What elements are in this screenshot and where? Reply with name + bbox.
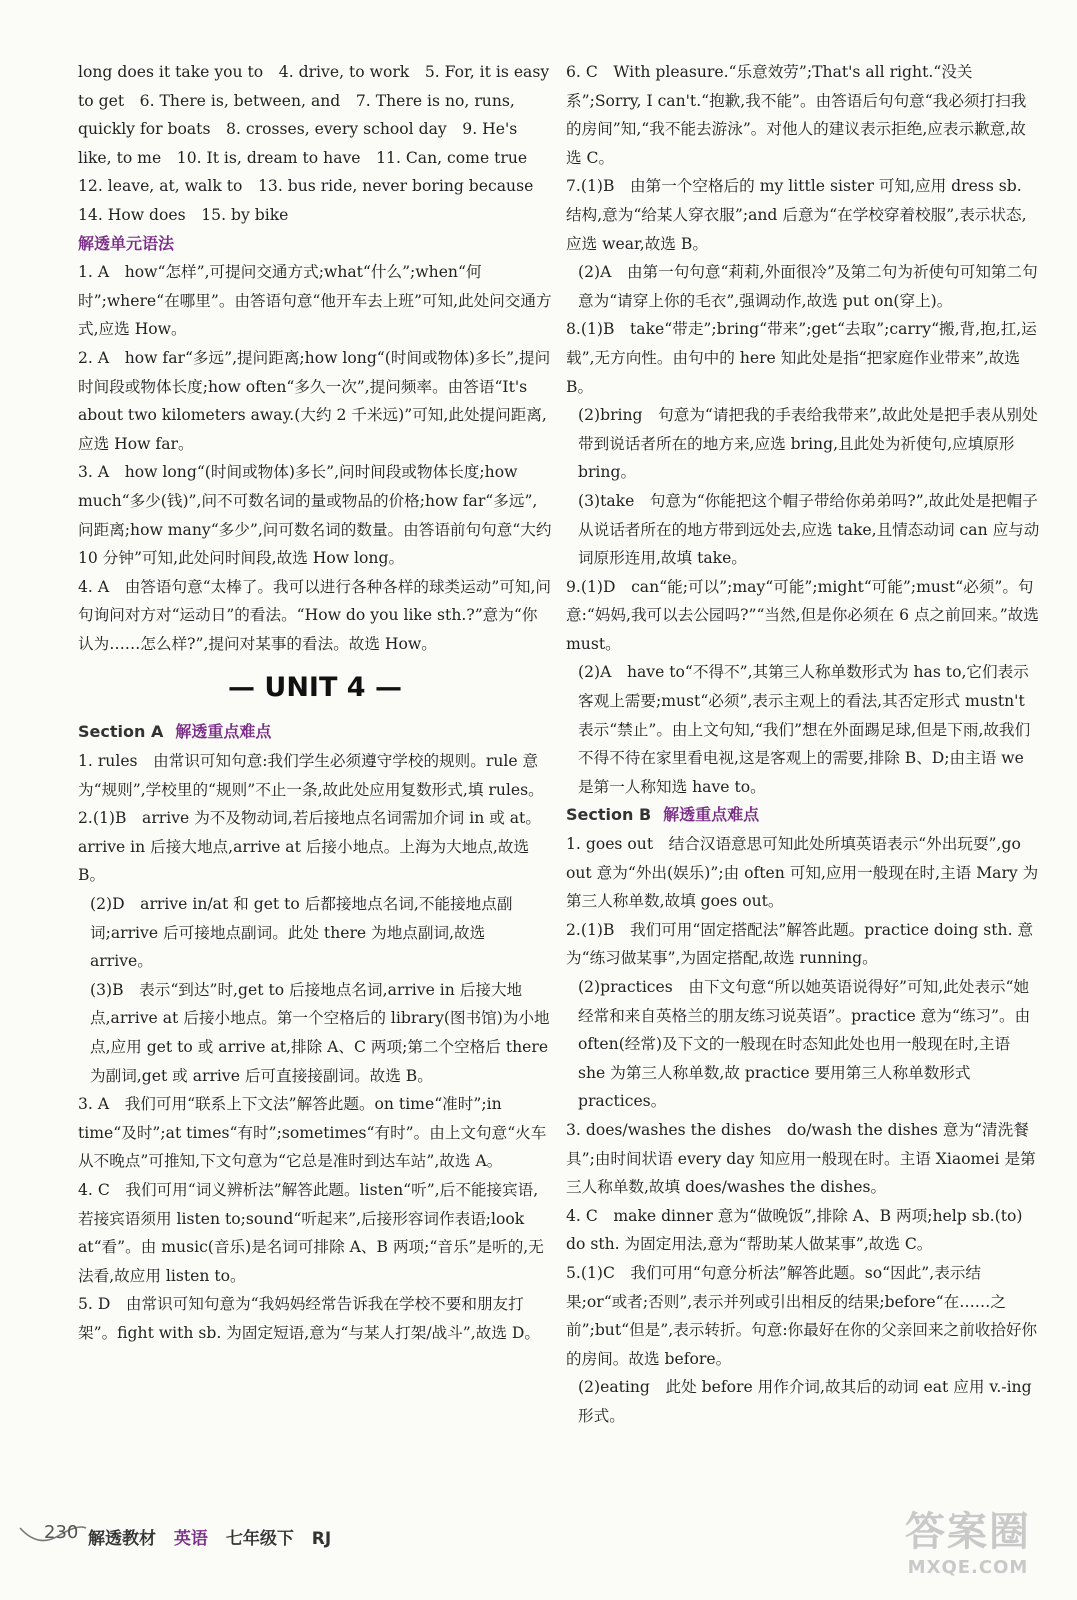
watermark-line2: MXQE.COM <box>907 1557 1029 1578</box>
answer-item: 7.(1)B 由第一个空格后的 my little sister 可知,应用 dress sb. 结构,意为“给某人穿衣服”;and 后意为“在学校穿着校服”,表示状态,应选 wear,故选 B。 <box>566 177 1027 253</box>
answer-subitem: (2)A 由第一句句意“莉莉,外面很冷”及第二句为祈使句可知第二句意为“请穿上你的毛衣”,强调动作,故选 put on(穿上)。 <box>578 263 1038 310</box>
section-label: Section A <box>78 722 164 742</box>
answer-item: long does it take you to 4. drive, to work 5. For, it is easy to get 6. There is, between, and 7. There is no, runs, quickly for boats 8. crosses, every school day 9. He's like, to me 10. It is, dream to have 11. Can, come true 12. leave, at, walk to 13. bus ride, never boring because 14. How does 15. by bike <box>78 63 550 224</box>
answer-item: 2. A how far“多远”,提问距离;how long“(时间或物体)多长”,提问时间段或物体长度;how often“多久一次”,提问频率。由答语“It's about two kilometers away.(大约 2 千米远)”可知,此处提问距离,应选 How far。 <box>78 348 551 453</box>
answer-item: 3. A 我们可用“联系上下文法”解答此题。on time“准时”;in time“及时”;at times“有时”;sometimes“有时”。由上文句意“火车从不晚点”可推知,下文句意为“它总是准时到达车站”,故选 A。 <box>78 1095 547 1171</box>
answer-item: 4. C 我们可用“词义辨析法”解答此题。listen“听”,后不能接宾语,若接宾语须用 listen to;sound“听起来”,后接形容词作表语;look at“看”。由 music(音乐)是名词可排除 A、B 两项;“音乐”是听的,无法看,故应用 listen to。 <box>78 1180 544 1285</box>
book-edition: RJ <box>311 1529 332 1549</box>
page-number: 230 <box>44 1522 79 1543</box>
answer-subitem: (3)take 句意为“你能把这个帽子带给你弟弟吗?”,故此处是把帽子从说话者所在的地方带到远处去,应选 take,且情态动词 can 应与动词原形连用,故填 take。 <box>578 491 1040 568</box>
watermark-line1: 答案圈 <box>905 1509 1031 1555</box>
answer-subitem: (2)eating 此处 before 用作介词,故其后的动词 eat 应用 v.-ing 形式。 <box>578 1378 1032 1425</box>
answer-item: 3. does/washes the dishes do/wash the dishes 意为“清洗餐具”;由时间状语 every day 知应用一般现在时。主语 Xiaomei 是第三人称单数,故填 does/washes the dishes。 <box>566 1120 1036 1197</box>
section-heading <box>566 801 1040 830</box>
answer-item: 1. rules 由常识可知句意:我们学生必须遵守学校的规则。rule 意为“规则”,学校里的“规则”不止一条,故此处应用复数形式,填 rules。 <box>78 752 544 799</box>
right-column <box>566 58 1040 1431</box>
book-title: 解透教材 <box>88 1529 156 1549</box>
answer-item: 3. A how long“(时间或物体)多长”,问时间段或物体长度;how much“多少(钱)”,问不可数名词的量或物品的价格;how far“多远”,问距离;how many“多少”,问可数名词的数量。由答语前句句意“大约 10 分钟”可知,此处问时间段,故选 How long。 <box>78 463 552 568</box>
answer-subitem: (2)A have to“不得不”,其第三人称单数形式为 has to,它们表示客观上需要;must“必须”,表示主观上的看法,其否定形式 mustn't 表示“禁止”。由上文句知,“我们”想在外面踢足球,但是下雨,故我们不得不待在家里看电视,这是客观上的需要,排除 B、D;由主语 we 是第一人称知选 have to。 <box>578 663 1031 796</box>
book-subject: 英语 <box>173 1529 208 1549</box>
subsection-heading: 解透单元语法 <box>78 233 175 253</box>
section-label: Section B <box>566 805 652 825</box>
section-heading <box>78 718 552 747</box>
answer-item: 4. A 由答语句意“太棒了。我可以进行各种各样的球类运动”可知,问句询问对方对“运动日”的看法。“How do you like sth.?”意为“你认为……怎么样?”,提问对某事的看法。故选 How。 <box>78 577 552 653</box>
page-footer <box>0 1506 1077 1600</box>
watermark-logo <box>893 1508 1043 1594</box>
answer-item: 2.(1)B arrive 为不及物动词,若后接地点名词需加介词 in 或 at。arrive in 后接大地点,arrive at 后接小地点。上海为大地点,故选 B。 <box>78 809 541 885</box>
left-column <box>78 58 552 1348</box>
section-title: 解透重点难点 <box>663 805 760 825</box>
answer-item: 4. C make dinner 意为“做晚饭”,排除 A、B 两项;help sb.(to) do sth. 为固定用法,意为“帮助某人做某事”,故选 C。 <box>566 1206 1023 1254</box>
section-title: 解透重点难点 <box>175 722 272 742</box>
book-info <box>88 1524 343 1549</box>
answer-item: 6. C With pleasure.“乐意效劳”;That's all right.“没关系”;Sorry, I can't.“抱歉,我不能”。由答语后句句意“我必须打扫我的房间”知,“我不能去游泳”。对他人的建议表示拒绝,应表示歉意,故选 C。 <box>566 63 1027 167</box>
answer-item: 8.(1)B take“带走”;bring“带来”;get“去取”;carry“搬,背,抱,扛,运载”,无方向性。由句中的 here 知此处是指“把家庭作业带来”,故选 B。 <box>566 320 1037 396</box>
answer-subitem: (2)practices 由下文句意“所以她英语说得好”可知,此处表示“她经常和来自英格兰的朋友练习说英语”。practice 意为“练习”。由 often(经常)及下文的一般现在时态知此处也用一般现在时,主语 she 为第三人称单数,故 practice 要用第三人称单数形式 practices。 <box>578 978 1031 1111</box>
answer-subitem: (2)D arrive in/at 和 get to 后都接地点名词,不能接地点副词;arrive 后可接地点副词。此处 there 为地点副词,故选 arrive。 <box>90 895 513 971</box>
book-grade: 七年级下 <box>225 1529 294 1549</box>
answer-item: 5. D 由常识可知句意为“我妈妈经常告诉我在学校不要和朋友打架”。fight with sb. 为固定短语,意为“与某人打架/战斗”,故选 D。 <box>78 1295 540 1342</box>
answer-item: 9.(1)D can“能;可以”;may“可能”;might“可能”;must“必须”。句意:“妈妈,我可以去公园吗?”“当然,但是你必须在 6 点之前回来。”故选 must。 <box>566 577 1039 653</box>
answer-item: 5.(1)C 我们可用“句意分析法”解答此题。so“因此”,表示结果;or“或者;否则”,表示并列或引出相反的结果;before“在……之前”;but“但是”,表示转折。句意:你最好在你的父亲回来之前收拾好你的房间。故选 before。 <box>566 1263 1038 1368</box>
answer-item: 2.(1)B 我们可用“固定搭配法”解答此题。practice doing sth. 意为“练习做某事”,为固定搭配,故选 running。 <box>566 920 1034 968</box>
answer-item: 1. A how“怎样”,可提问交通方式;what“什么”;when“何时”;where“在哪里”。由答语句意“他开车去上班”可知,此处问交通方式,应选 How。 <box>78 263 552 339</box>
unit-heading: — UNIT 4 — <box>228 672 402 704</box>
answer-item: 1. goes out 结合汉语意思可知此处所填英语表示“外出玩耍”,go out 意为“外出(娱乐)”;由 often 可知,应用一般现在时,主语 Mary 为第三人称单数,故填 goes out。 <box>566 835 1039 911</box>
answer-subitem: (3)B 表示“到达”时,get to 后接地点名词,arrive in 后接大地点,arrive at 后接小地点。第一个空格后的 library(图书馆)为小地点,应用 get to 或 arrive at,排除 A、C 两项;第二个空格后 there 为副词,get 或 arrive 后可直接接副词。故选 B。 <box>90 980 550 1085</box>
answer-subitem: (2)bring 句意为“请把我的手表给我带来”,故此处是把手表从别处带到说话者所在的地方来,应选 bring,且此处为祈使句,应填原形 bring。 <box>578 406 1038 482</box>
